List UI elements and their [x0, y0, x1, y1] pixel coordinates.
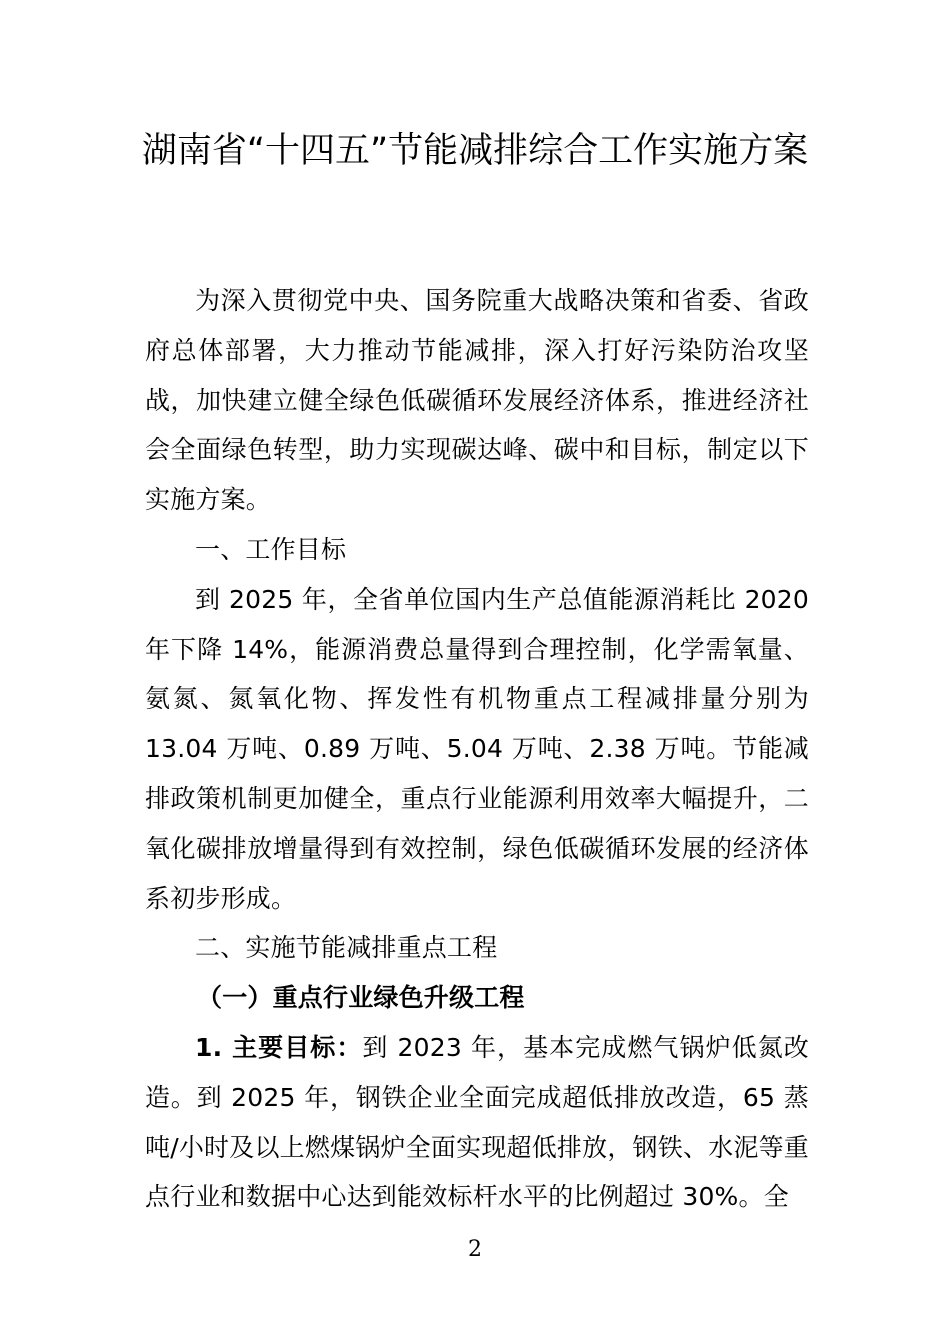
item-1-paragraph — [145, 1023, 809, 1222]
item-1-lead: 1. 主要目标： — [195, 1032, 363, 1062]
document-title: 湖南省“十四五”节能减排综合工作实施方案 — [141, 131, 809, 171]
subsection-heading-industry-upgrade: （一）重点行业绿色升级工程 — [197, 983, 525, 1013]
item-1-body: 到 2023 年，基本完成燃气锅炉低氮改造。到 2025 年，钢铁企业全面完成超低排放改造，65 蒸吨/小时及以上燃煤锅炉全面实现超低排放，钢铁、水泥等重点行业和数据中心达到能效标杆水平的比例超过 30%。全 — [145, 1032, 809, 1212]
section-heading-goals: 一、工作目标 — [195, 534, 347, 564]
document-body — [145, 276, 809, 1222]
intro-paragraph: 为深入贯彻党中央、国务院重大战略决策和省委、省政府总体部署，大力推动节能减排，深入打好污染防治攻坚战，加快建立健全绿色低碳循环发展经济体系，推进经济社会全面绿色转型，助力实现碳达峰、碳中和目标，制定以下实施方案。 — [145, 286, 809, 515]
page-number: 2 — [468, 1237, 482, 1262]
goals-paragraph: 到 2025 年，全省单位国内生产总值能源消耗比 2020 年下降 14%，能源消费总量得到合理控制，化学需氧量、氨氮、氮氧化物、挥发性有机物重点工程减排量分别为 13.04 万吨、0.89 万吨、5.04 万吨、2.38 万吨。节能减排政策机制更加健全，重点行业能源利用效率大幅提升，二氧化碳排放增量得到有效控制，绿色低碳循环发展的经济体系初步形成。 — [145, 584, 809, 913]
section-heading-key-projects: 二、实施节能减排重点工程 — [195, 933, 498, 963]
